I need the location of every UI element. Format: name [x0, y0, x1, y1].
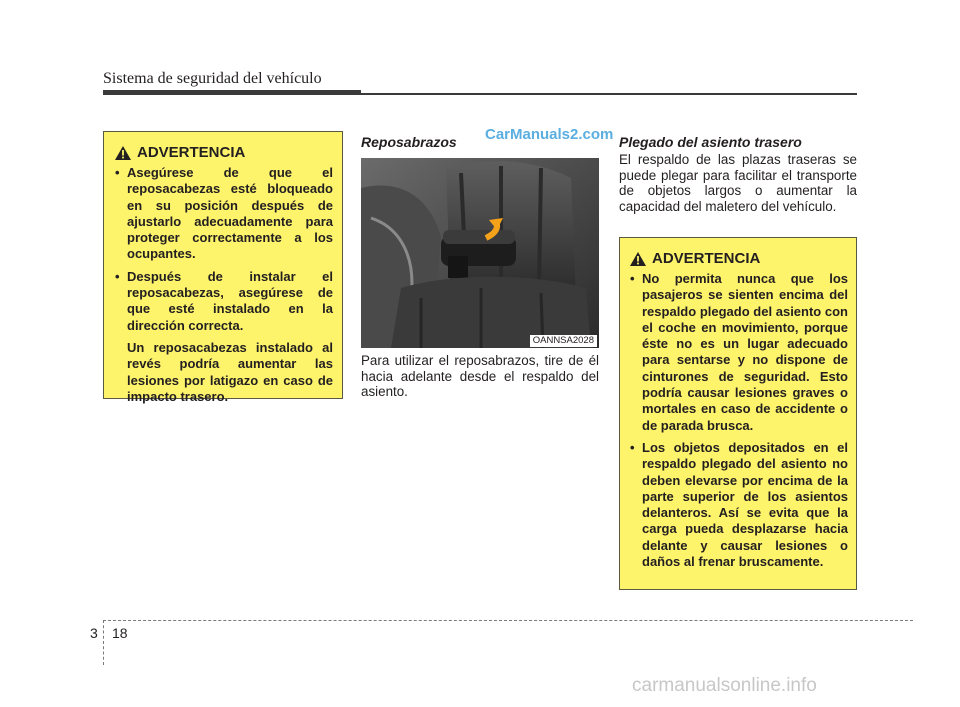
warning-heading-text: ADVERTENCIA — [137, 144, 246, 161]
warning-heading-text: ADVERTENCIA — [652, 250, 761, 267]
warning-item-text: No permita nunca que los pasajeros se sienten encima del respaldo plegado del asiento con el coche en movimiento, porque éste no es un lugar adecuado para sentarse y no dispone de cinturones de seguridad. Esto podría causar lesiones graves o mortales en caso de accidente o de parada brusca. — [642, 271, 848, 433]
footer-dashed-rule — [103, 620, 913, 621]
rear-seat-heading: Plegado del asiento trasero — [619, 134, 802, 150]
warning-heading — [630, 250, 848, 267]
warning-item — [630, 440, 848, 570]
warning-heading — [115, 144, 333, 161]
warning-item-text: Asegúrese de que el reposacabezas esté bloqueado en su posición después de ajustarlo adecuadamente para proteger correctamente a los ocupantes. — [127, 165, 333, 262]
rear-seat-text: El respaldo de las plazas traseras se puede plegar para facilitar el transporte de objetos largos o aumentar la capacidad del maletero del vehículo. — [619, 152, 857, 214]
armrest-photo — [361, 158, 599, 348]
watermark-carmanuals2: CarManuals2.com — [485, 126, 614, 143]
armrest-heading: Reposabrazos — [361, 134, 457, 150]
warning-item-text: Los objetos depositados en el respaldo plegado del asiento no deben elevarse por encima de la parte superior de los asientos delanteros. Así se evita que la carga pueda desplazarse hacia delante y causar lesiones o daños al frenar bruscamente. — [642, 439, 848, 570]
rear-seat-armrest-illustration — [361, 158, 599, 348]
warning-list — [115, 165, 333, 405]
warning-item — [115, 165, 333, 263]
warning-list — [630, 271, 848, 570]
armrest-text: Para utilizar el reposabrazos, tire de él hacia adelante desde el respaldo del asiento. — [361, 353, 599, 400]
page-header-title: Sistema de seguridad del vehículo — [103, 70, 322, 87]
watermark-carmanualsonline: carmanualsonline.info — [632, 675, 817, 696]
warning-item — [115, 269, 333, 405]
warning-box-headrest — [103, 131, 343, 404]
warning-item — [630, 271, 848, 434]
warning-item-text: Después de instalar el reposacabezas, asegúrese de que esté instalado en la dirección correcta. — [127, 268, 333, 333]
warning-box-rear-seat — [619, 237, 857, 590]
header-rule-thin — [361, 93, 857, 95]
warning-triangle-icon — [115, 146, 131, 160]
page-number: 18 — [112, 625, 128, 641]
warning-item-note: Un reposacabezas instalado al revés podría aumentar las lesiones por latigazo en caso de impacto trasero. — [127, 339, 333, 404]
header-rule-thick — [103, 90, 361, 95]
footer-dashed-divider — [103, 620, 104, 665]
image-code: OANNSA2028 — [530, 335, 597, 347]
chapter-number: 3 — [90, 625, 98, 641]
warning-triangle-icon — [630, 252, 646, 266]
